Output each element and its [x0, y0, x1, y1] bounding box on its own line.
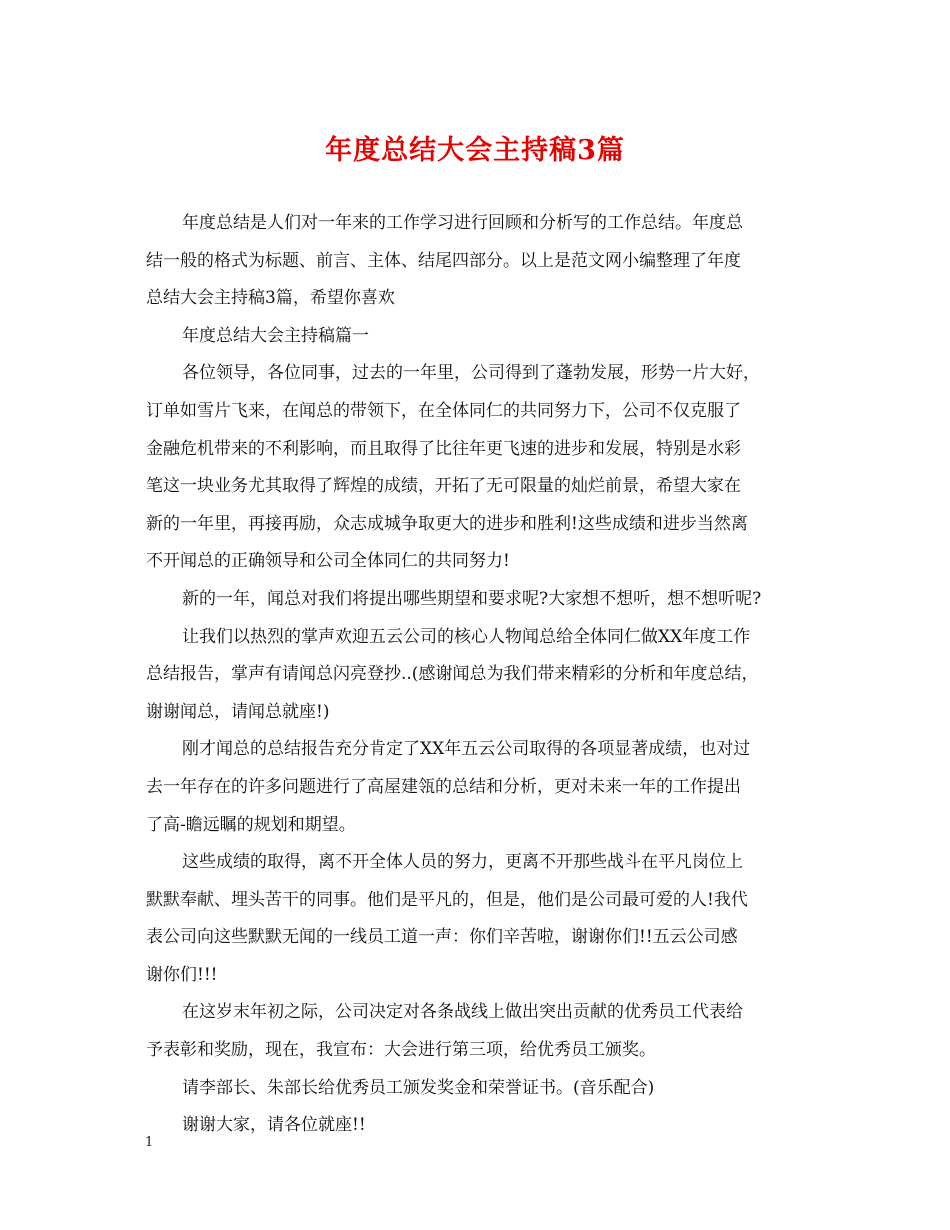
- text-line: 总结大会主持稿3篇，希望你喜欢: [146, 288, 395, 309]
- text-line: 笔这一块业务尤其取得了辉煌的成绩，开拓了无可限量的灿烂前景，希望大家在: [146, 476, 741, 497]
- text-line: 谢谢大家，请各位就座!!: [182, 1115, 366, 1136]
- text-line: 不开闻总的正确领导和公司全体同仁的共同努力!: [146, 551, 510, 572]
- text-line: 了高-瞻远瞩的规划和期望。: [146, 814, 356, 835]
- text-line: 谢谢闻总，请闻总就座!): [146, 701, 330, 722]
- text-line: 让我们以热烈的掌声欢迎五云公司的核心人物闻总给全体同仁做XX年度工作: [182, 626, 751, 647]
- text-line: 年度总结是人们对一年来的工作学习进行回顾和分析写的工作总结。年度总: [182, 213, 743, 233]
- text-line: 新的一年，闻总对我们将提出哪些期望和要求呢?大家想不想听，想不想听呢?: [182, 588, 762, 609]
- text-line: 这些成绩的取得，离不开全体人员的努力，更离不开那些战斗在平凡岗位上: [182, 852, 743, 873]
- text-line: 金融危机带来的不利影响，而且取得了比往年更飞速的进步和发展，特别是水彩: [146, 438, 741, 459]
- text-line: 谢你们!!!: [146, 964, 218, 985]
- document-body: [146, 208, 818, 1148]
- text-line: 默默奉献、埋头苦干的同事。他们是平凡的，但是，他们是公司最可爱的人!我代: [146, 889, 748, 910]
- page-number: 1: [145, 1135, 154, 1150]
- text-line: 总结报告，掌声有请闻总闪亮登抄..(感谢闻总为我们带来精彩的分析和年度总结，: [146, 664, 759, 685]
- text-line: 新的一年里，再接再励，众志成城争取更大的进步和胜利!这些成绩和进步当然离: [146, 513, 748, 534]
- text-line: 请李部长、朱部长给优秀员工颁发奖金和荣誉证书。(音乐配合): [182, 1077, 655, 1098]
- text-line: 年度总结大会主持稿篇一: [182, 325, 369, 346]
- text-line: 予表彰和奖励，现在，我宣布：大会进行第三项，给优秀员工颁奖。: [146, 1040, 656, 1061]
- text-line: 刚才闻总的总结报告充分肯定了XX年五云公司取得的各项显著成绩，也对过: [182, 739, 751, 760]
- text-line: 结一般的格式为标题、前言、主体、结尾四部分。以上是范文网小编整理了年度: [146, 250, 741, 271]
- text-line: 订单如雪片飞来，在闻总的带领下，在全体同仁的共同努力下，公司不仅克服了: [146, 400, 741, 421]
- text-line: 各位领导，各位同事，过去的一年里，公司得到了蓬勃发展，形势一片大好，: [182, 363, 760, 384]
- text-line: 在这岁末年初之际，公司决定对各条战线上做出突出贡献的优秀员工代表给: [182, 1002, 743, 1023]
- document-title: 年度总结大会主持稿3篇: [325, 135, 625, 166]
- text-line: 表公司向这些默默无闻的一线员工道一声：你们辛苦啦，谢谢你们!!五云公司感: [146, 927, 738, 948]
- text-line: 去一年存在的许多问题进行了高屋建瓴的总结和分析，更对未来一年的工作提出: [146, 776, 741, 797]
